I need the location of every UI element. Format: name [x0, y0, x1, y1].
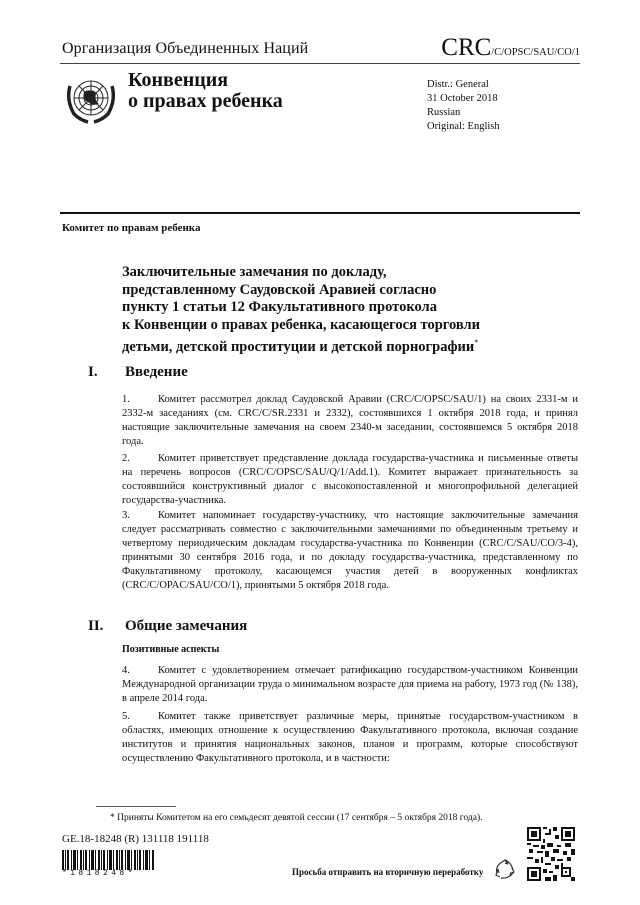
footnote-rule: [96, 806, 176, 807]
paragraph-3: 3. Комитет напоминает государству-участнику, что настоящие заключительные замечания следует рассматривать совместно с заключительными замечаниями по объединенным третьему и четвертому периодическим докладам государства-участника по Конвенции (CRC/C/SAU/CO/3-4), принятыми 30 сентября 2016 года, и по докладу государства-участника, представленному по Факультативному протоколу, касающемся участия детей в вооруженных конфликтах (CRC/C/OPAC/SAU/CO/1), принятыми 5 октября 2018 года.: [122, 510, 578, 591]
title-line: к Конвенции о правах ребенка, касающегося торговли: [122, 316, 481, 333]
title-line: детьми, детской проституции и детской порнографии*: [122, 338, 479, 355]
section-heading-2: II. Общие замечания: [88, 618, 248, 634]
distr-general: Distr.: General: [427, 79, 489, 90]
barcode-number: *1818248*: [62, 869, 136, 878]
committee-name: Комитет по правам ребенка: [62, 222, 201, 234]
title-line: Заключительные замечания по докладу,: [122, 264, 387, 280]
distribution-block: [427, 78, 500, 134]
paragraph-2: 2. Комитет приветствует представление доклада государства-участника и письменные ответы на перечень вопросов (CRC/C/OPSC/SAU/Q/1/Add.1). Комитет выражает признательность за состоявшийся конструктивный диалог с высокопоставленной и многопрофильной делегацией государства-участника.: [122, 453, 578, 506]
organization-name: Организация Объединенных Наций: [62, 40, 309, 57]
document-symbol: [441, 34, 580, 62]
distr-date: 31 October 2018: [427, 93, 498, 104]
un-emblem-icon: [64, 72, 118, 126]
footnote: * Приняты Комитетом на его семьдесят девятой сессии (17 сентября – 5 октября 2018 года).: [110, 813, 483, 823]
distr-original: Original: English: [427, 121, 500, 132]
header-thick-rule: [60, 212, 580, 214]
paragraph-1: 1. Комитет рассмотрел доклад Саудовской Аравии (CRC/C/OPSC/SAU/1) на своих 2331-м и 2332-м заседаниях (см. CRC/C/SR.2331 и 2332), состоявшихся 1 октября 2018 года, и принял настоящие заключительные замечания на своем 2340-м заседании, состоявшемся 5 октября 2018 года.: [122, 394, 578, 447]
qr-code-icon: [527, 827, 575, 881]
symbol-main: CRC: [441, 34, 492, 61]
recycle-text: Просьба отправить на вторичную переработку: [292, 867, 484, 877]
barcode-icon: [62, 850, 154, 870]
title-line: пункту 1 статьи 12 Факультативного протокола: [122, 299, 437, 315]
symbol-sub: /C/OPSC/SAU/CO/1: [491, 47, 580, 58]
paragraph-4: 4. Комитет с удовлетворением отмечает ратификацию государством-участником Конвенции Международной организации труда о минимальном возрасте для приема на работу, 1973 год (№ 138), в апреле 2014 года.: [122, 665, 578, 704]
recycle-icon: [493, 858, 517, 882]
header-rule: [60, 63, 580, 64]
convention-title: [128, 70, 283, 112]
section-heading-1: I. Введение: [88, 364, 188, 380]
paragraph-5: 5. Комитет также приветствует различные меры, принятые государством-участником в областях, имеющих отношение к осуществлению Факультативного протокола, включая создание институтов и принятия национальных законов, планов и программ, которые способствуют осуществлению Факультативного протокола, и в частности:: [122, 711, 578, 764]
convention-line-2: о правах ребенка: [128, 90, 283, 112]
document-title: [122, 264, 562, 356]
job-number: GE.18-18248 (R) 131118 191118: [62, 833, 209, 845]
convention-line-1: Конвенция: [128, 69, 229, 91]
title-line: представленному Саудовской Аравией согласно: [122, 281, 437, 298]
footnote-marker[interactable]: *: [474, 338, 479, 347]
subheading-positive-aspects: Позитивные аспекты: [122, 644, 220, 655]
distr-language: Russian: [427, 107, 461, 118]
